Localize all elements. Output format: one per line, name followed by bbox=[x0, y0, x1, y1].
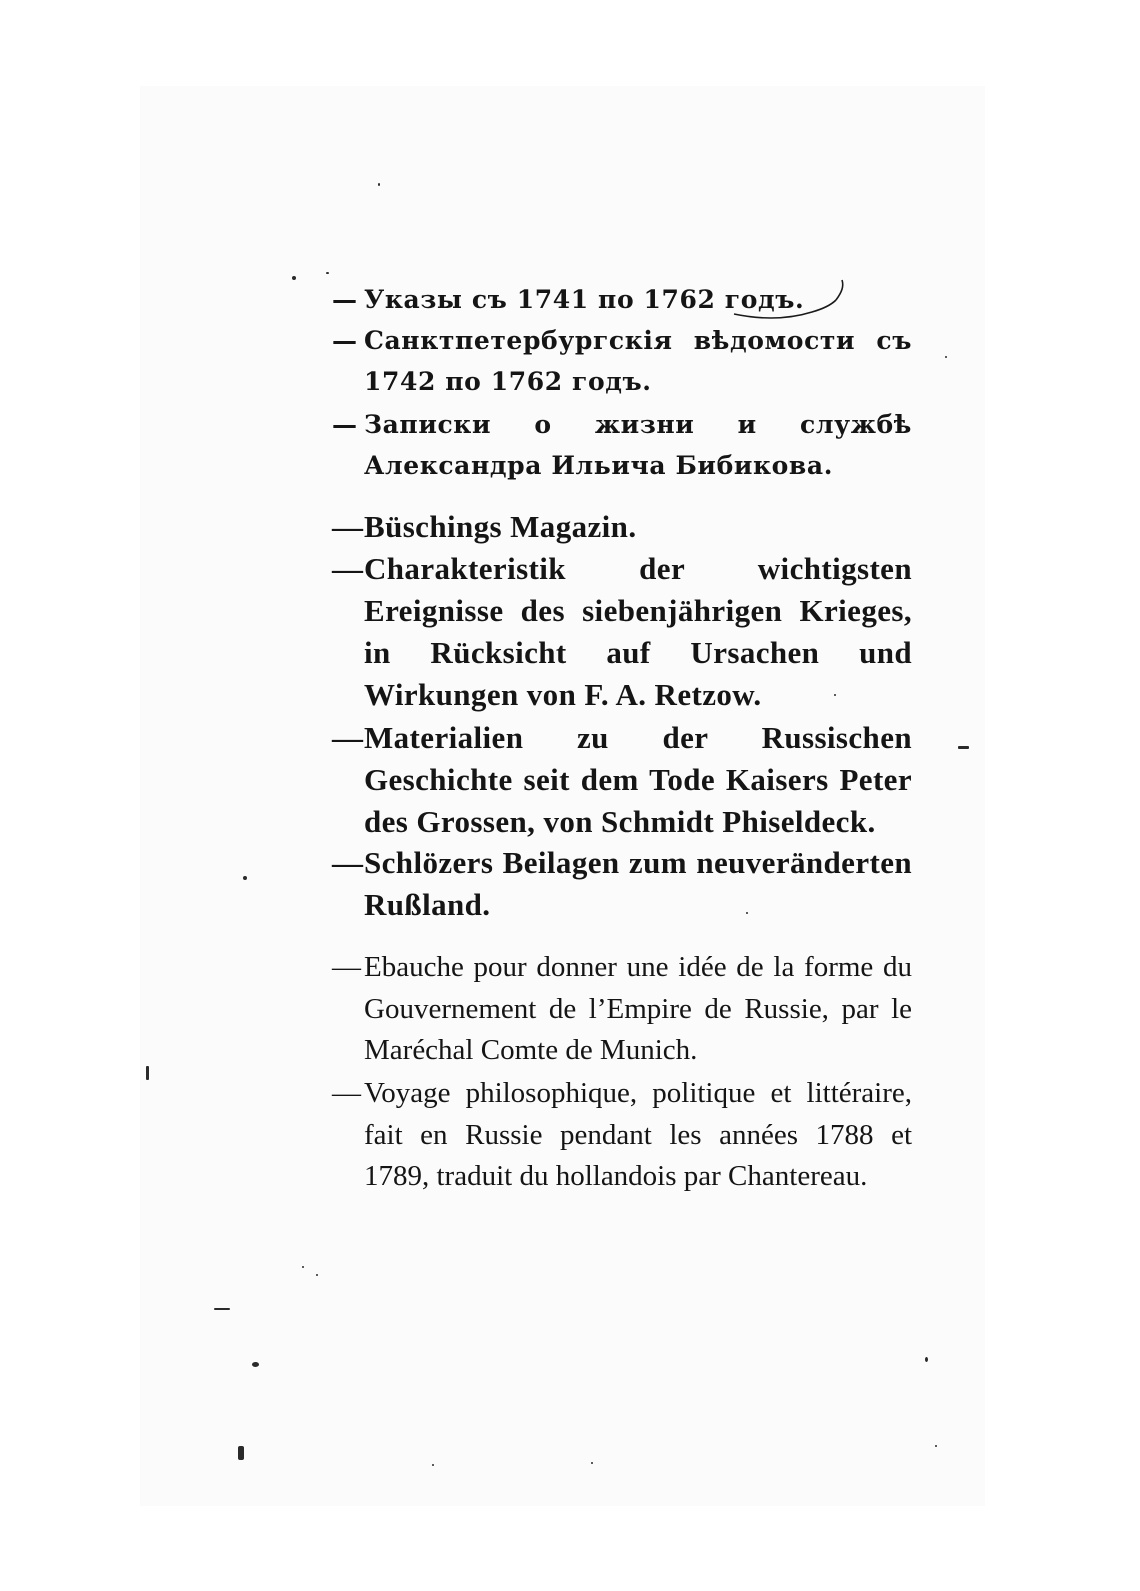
scan-speck bbox=[243, 876, 247, 880]
bibliography-entry bbox=[332, 279, 912, 320]
entry-text: Санктпетербургскія вѣдомости съ 1742 по 1762 годъ. bbox=[364, 326, 912, 396]
bibliography-entry bbox=[332, 947, 912, 1072]
scan-speck bbox=[316, 1274, 318, 1276]
entry-text: Charakteristik der wichtigsten Ereignisse des siebenjährigen Krieges, in Rücksicht auf Ursachen und Wirkungen von F. A. Retzow. bbox=[364, 551, 912, 712]
entry-dash: — bbox=[332, 509, 364, 544]
entry-text: Voyage philosophique, politique et littéraire, fait en Russie pendant les années 1788 et 1789, traduit du hollandois par Chantereau. bbox=[364, 1077, 912, 1192]
bibliography-entry bbox=[332, 506, 912, 548]
scan-speck bbox=[591, 1462, 593, 1464]
scan-speck bbox=[935, 1445, 937, 1447]
entry-text: Schlözers Beilagen zum neuveränderten Rußland. bbox=[364, 845, 912, 922]
scan-speck bbox=[302, 1266, 304, 1268]
entry-dash: — bbox=[332, 285, 358, 314]
bibliography-entry bbox=[332, 320, 912, 402]
scan-speck bbox=[326, 272, 329, 274]
entry-dash: — bbox=[332, 410, 358, 439]
scan-speck bbox=[238, 1446, 244, 1460]
entry-text: Указы съ 1741 по 1762 годъ. bbox=[364, 285, 805, 314]
scan-speck bbox=[252, 1362, 259, 1367]
scan-speck bbox=[945, 356, 947, 358]
bibliography-entry bbox=[332, 1073, 912, 1198]
entry-dash: — bbox=[332, 1077, 361, 1109]
entry-dash: — bbox=[332, 720, 364, 755]
bibliography-entry bbox=[332, 548, 912, 716]
bibliography-entry bbox=[332, 717, 912, 843]
entry-text: Ebauche pour donner une idée de la forme du Gouvernement de l’Empire de Russie, par le Maréchal Comte de Munich. bbox=[364, 951, 912, 1066]
entry-text: Записки о жизни и службѣ Александра Ильича Бибикова. bbox=[364, 410, 912, 480]
entry-text: Materialien zu der Russischen Geschichte seit dem Tode Kaisers Peter des Grossen, von Schmidt Phiseldeck. bbox=[364, 720, 912, 839]
scan-speck bbox=[214, 1308, 230, 1310]
scan-speck bbox=[925, 1357, 928, 1362]
scan-speck bbox=[146, 1066, 149, 1080]
entry-dash: — bbox=[332, 951, 361, 983]
scan-speck bbox=[746, 912, 748, 914]
scan-speck bbox=[378, 183, 380, 186]
entry-dash: — bbox=[332, 326, 358, 355]
scan-speck bbox=[958, 746, 969, 749]
scan-speck bbox=[834, 694, 836, 696]
bibliography-entry bbox=[332, 404, 912, 486]
entry-dash: — bbox=[332, 845, 364, 880]
bibliography-entry bbox=[332, 842, 912, 926]
entry-text: Büschings Magazin. bbox=[364, 509, 637, 544]
scan-speck bbox=[432, 1464, 434, 1466]
scan-speck bbox=[292, 276, 296, 280]
entry-dash: — bbox=[332, 551, 364, 586]
